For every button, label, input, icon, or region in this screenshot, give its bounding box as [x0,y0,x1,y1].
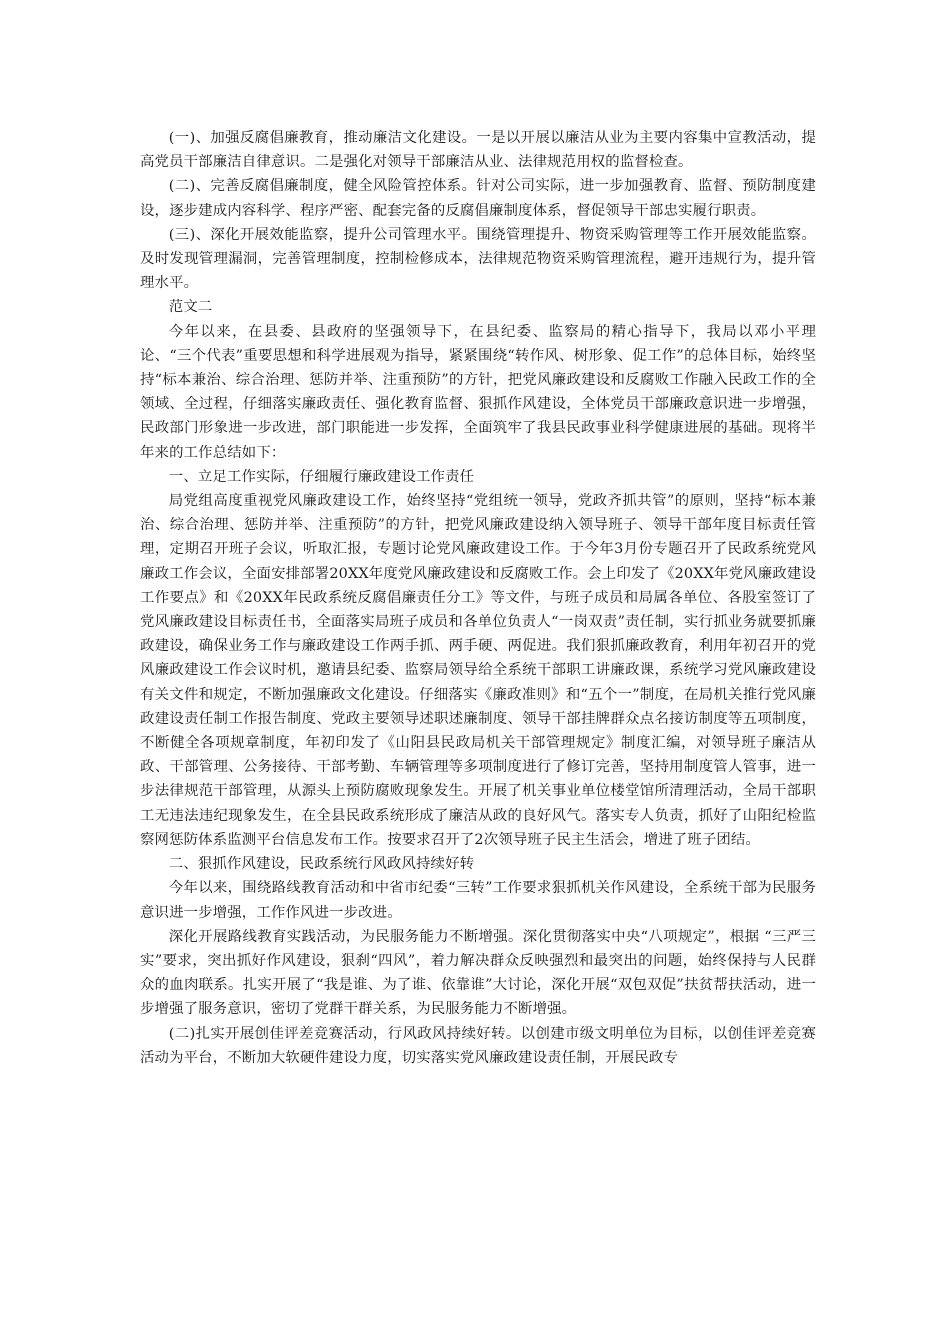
section-heading-2: 二、狠抓作风建设，民政系统行风政风持续好转 [168,856,475,873]
paragraph-section-2-item-1: 深化开展路线教育实践活动，为民服务能力不断增强。深化贯彻落实中央“八项规定”，根据 “三严三实”要求，突出抓好作风建设，狠刹“四风”，着力解决群众反映强烈和最突出的问题，始终保持与人民群众的血肉联系。扎实开展了“我是谁、为了谁、依靠谁”大讨论，深化开展“双包双促”扶贫帮扶活动，进一步增强了服务意识，密切了党群干群关系，为民服务能力不断增强。 [140,928,816,1018]
paragraph-section-2-item-2: (二)扎实开展创佳评差竞赛活动，行风政风持续好转。以创建市级文明单位为目标，以创佳评差竞赛活动为平台，不断加大软硬件建设力度，切实落实党风廉政建设责任制，开展民政专 [140,1025,816,1066]
paragraph-1: (一)、加强反腐倡廉教育，推动廉洁文化建设。一是以开展以廉洁从业为主要内容集中宣教活动，提高党员干部廉洁自律意识。二是强化对领导干部廉洁从业、法律规范用权的监督检查。 [140,130,816,171]
paragraph-3: (三)、深化开展效能监察，提升公司管理水平。围绕管理提升、物资采购管理等工作开展效能监察。及时发现管理漏洞，完善管理制度，控制检修成本，法律规范物资采购管理流程，避开违规行为，提升管理水平。 [140,226,816,292]
paragraph-2: (二)、完善反腐倡廉制度，健全风险管控体系。针对公司实际，进一步加强教育、监督、预防制度建设，逐步建成内容科学、程序严密、配套完备的反腐倡廉制度体系，督促领导干部忠实履行职责。 [140,178,816,219]
paragraph-section-1-body: 局党组高度重视党风廉政建设工作，始终坚持“党组统一领导，党政齐抓共管”的原则，坚持“标本兼治、综合治理、惩防并举、注重预防”的方针，把党风廉政建设纳入领导班子、领导干部年度目标责任管理，定期召开班子会议，听取汇报，专题讨论党风廉政建设工作。于今年3月份专题召开了民政系统党风廉政工作会议，全面安排部署20XX年度党风廉政建设和反腐败工作。会上印发了《20XX年党风廉政建设工作要点》和《20XX年民政系统反腐倡廉责任分工》等文件，与班子成员和局属各单位、各股室签订了党风廉政建设目标责任书，全面落实局班子成员和各单位负责人“一岗双责”责任制，实行抓业务就要抓廉政建设，确保业务工作与廉政建设工作两手抓、两手硬、两促进。我们狠抓廉政教育，利用年初召开的党风廉政建设工作会议时机，邀请县纪委、监察局领导给全系统干部职工讲廉政课，系统学习党风廉政建设有关文件和规定，不断加强廉政文化建设。仔细落实《廉政准则》和“五个一”制度，在局机关推行党风廉政建设责任制工作报告制度、党政主要领导述职述廉制度、领导干部挂牌群众点名接访制度等五项制度，不断健全各项规章制度，年初印发了《山阳县民政局机关干部管理规定》制度汇编，对领导班子廉洁从政、干部管理、公务接待、干部考勤、车辆管理等多项制度进行了修订完善，坚持用制度管人管事，进一步法律规范干部管理，从源头上预防腐败现象发生。开展了机关事业单位楼堂馆所清理活动，全局干部职工无违法违纪现象发生，在全县民政系统形成了廉洁从政的良好风气。落实专人负责，抓好了山阳纪检监察网惩防体系监测平台信息发布工作。按要求召开了2次领导班子民主生活会，增进了班子团结。 [140,493,816,848]
document-page [140,126,816,1236]
section-title-fanwen-2: 范文二 [168,299,213,316]
section-heading-1: 一、立足工作实际，仔细履行廉政建设工作责任 [168,468,475,485]
paragraph-intro: 今年以来，在县委、县政府的坚强领导下，在县纪委、监察局的精心指导下，我局以邓小平理论、“三个代表”重要思想和科学进展观为指导，紧紧围绕“转作风、树形象、促工作”的总体目标，始终坚持“标本兼治、综合治理、惩防并举、注重预防”的方针，把党风廉政建设和反腐败工作融入民政工作的全领域、全过程，仔细落实廉政责任、强化教育监督、狠抓作风建设，全体党员干部廉政意识进一步增强，民政部门形象进一步改进，部门职能进一步发挥，全面筑牢了我县民政事业科学健康进展的基础。现将半年来的工作总结如下： [140,323,816,461]
paragraph-section-2-intro: 今年以来，围绕路线教育活动和中省市纪委“三转”工作要求狠抓机关作风建设，全系统干部为民服务意识进一步增强，工作作风进一步改进。 [140,880,816,921]
